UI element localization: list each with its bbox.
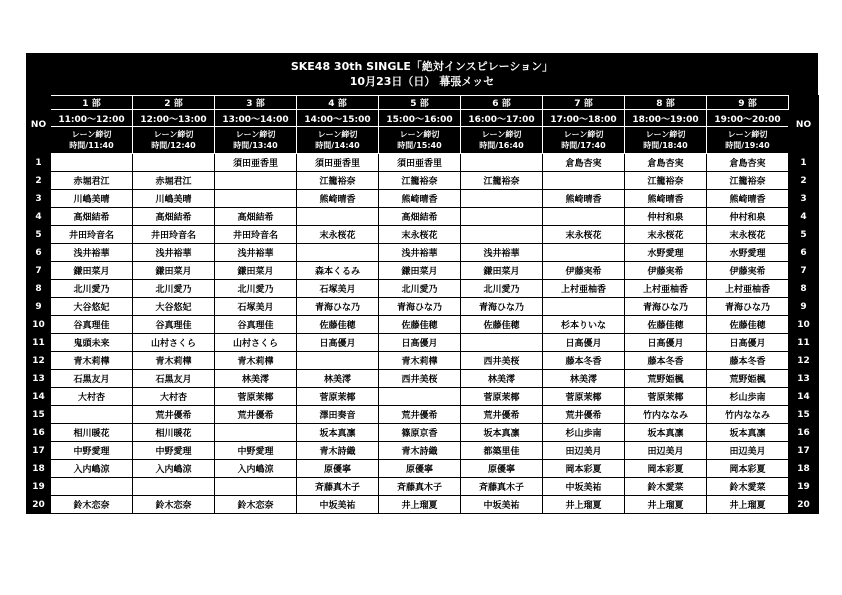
- row-number-left: 19: [27, 478, 51, 496]
- row-number-right: 10: [789, 316, 819, 334]
- member-cell: 浅井裕華: [461, 244, 543, 262]
- member-cell: 北川愛乃: [461, 280, 543, 298]
- member-cell: 佐藤佳穂: [461, 316, 543, 334]
- member-cell: 高畑結希: [379, 208, 461, 226]
- member-cell: 佐藤佳穂: [297, 316, 379, 334]
- schedule-sheet: [26, 53, 818, 514]
- member-cell: 鎌田菜月: [461, 262, 543, 280]
- member-cell: 荒井優希: [379, 406, 461, 424]
- no-header-right: NO: [789, 96, 819, 154]
- member-cell: 日高優月: [625, 334, 707, 352]
- member-cell: 江籠裕奈: [625, 172, 707, 190]
- table-row: [27, 424, 819, 442]
- member-cell: 末永桜花: [707, 226, 789, 244]
- row-number-right: 8: [789, 280, 819, 298]
- member-cell: 熊崎晴香: [297, 190, 379, 208]
- member-cell: 日高優月: [379, 334, 461, 352]
- table-row: [27, 406, 819, 424]
- member-cell: 岡本彩夏: [543, 460, 625, 478]
- row-number-right: 6: [789, 244, 819, 262]
- member-cell: 原優寧: [297, 460, 379, 478]
- part-header: 5 部: [379, 96, 461, 110]
- lane-close-cell: [297, 127, 379, 154]
- member-cell: 大谷悠妃: [133, 298, 215, 316]
- row-number-right: 11: [789, 334, 819, 352]
- member-cell: 入内嶋涼: [215, 460, 297, 478]
- row-number-right: 1: [789, 154, 819, 172]
- member-cell: 竹内ななみ: [707, 406, 789, 424]
- table-row: [27, 388, 819, 406]
- lane-close-time: 時間/14:40: [315, 141, 360, 150]
- row-number-right: 4: [789, 208, 819, 226]
- time-slot: 17:00～18:00: [543, 110, 625, 127]
- lane-close-time: 時間/15:40: [397, 141, 442, 150]
- member-cell: [461, 334, 543, 352]
- member-cell: 澤田奏音: [297, 406, 379, 424]
- row-number-left: 13: [27, 370, 51, 388]
- member-cell: 相川暖花: [51, 424, 133, 442]
- member-cell: 斉藤真木子: [297, 478, 379, 496]
- member-cell: 川嶋美晴: [133, 190, 215, 208]
- member-cell: 須田亜香里: [297, 154, 379, 172]
- row-number-right: 14: [789, 388, 819, 406]
- member-cell: 菅原茉椰: [625, 388, 707, 406]
- member-cell: 青木莉樺: [133, 352, 215, 370]
- member-cell: 荒野姫楓: [707, 370, 789, 388]
- member-cell: [133, 154, 215, 172]
- member-cell: [543, 298, 625, 316]
- row-number-left: 6: [27, 244, 51, 262]
- row-number-left: 3: [27, 190, 51, 208]
- member-cell: 浅井裕華: [215, 244, 297, 262]
- member-cell: [51, 154, 133, 172]
- row-number-left: 7: [27, 262, 51, 280]
- member-cell: 藤本冬香: [707, 352, 789, 370]
- member-cell: 谷真理佳: [215, 316, 297, 334]
- member-cell: 北川愛乃: [133, 280, 215, 298]
- member-cell: 北川愛乃: [379, 280, 461, 298]
- table-row: [27, 208, 819, 226]
- lane-close-time: 時間/16:40: [479, 141, 524, 150]
- member-cell: [461, 190, 543, 208]
- lane-close-cell: [51, 127, 133, 154]
- member-cell: 鈴木愛菜: [625, 478, 707, 496]
- member-cell: 荒井優希: [543, 406, 625, 424]
- lane-close-cell: [215, 127, 297, 154]
- member-cell: 熊崎晴香: [707, 190, 789, 208]
- member-cell: 坂本真凛: [707, 424, 789, 442]
- lane-close-label: レーン締切: [235, 130, 276, 139]
- row-number-right: 20: [789, 496, 819, 514]
- table-row: [27, 478, 819, 496]
- lane-close-label: レーン締切: [645, 130, 686, 139]
- member-cell: 中坂美祐: [297, 496, 379, 514]
- member-cell: [379, 388, 461, 406]
- member-cell: 原優寧: [461, 460, 543, 478]
- lane-close-time: 時間/18:40: [643, 141, 688, 150]
- table-row: [27, 172, 819, 190]
- member-cell: 青海ひな乃: [297, 298, 379, 316]
- member-cell: [461, 154, 543, 172]
- part-header-row: [27, 96, 819, 110]
- title-block: [26, 53, 818, 95]
- member-cell: 熊崎晴香: [379, 190, 461, 208]
- row-number-right: 13: [789, 370, 819, 388]
- table-row: [27, 316, 819, 334]
- member-cell: 入内嶋涼: [51, 460, 133, 478]
- member-cell: 岡本彩夏: [625, 460, 707, 478]
- member-cell: 石黒友月: [51, 370, 133, 388]
- row-number-right: 2: [789, 172, 819, 190]
- member-cell: 中野愛理: [51, 442, 133, 460]
- member-cell: 浅井裕華: [379, 244, 461, 262]
- member-cell: 佐藤佳穂: [707, 316, 789, 334]
- member-cell: 荒井優希: [461, 406, 543, 424]
- time-slot: 14:00～15:00: [297, 110, 379, 127]
- table-row: [27, 244, 819, 262]
- member-cell: 菅原茉椰: [543, 388, 625, 406]
- row-number-left: 4: [27, 208, 51, 226]
- row-number-left: 8: [27, 280, 51, 298]
- member-cell: 鈴木恋奈: [133, 496, 215, 514]
- member-cell: 青木莉樺: [215, 352, 297, 370]
- time-slot: 11:00～12:00: [51, 110, 133, 127]
- member-cell: 日高優月: [297, 334, 379, 352]
- part-header: 3 部: [215, 96, 297, 110]
- title-line-1: SKE48 30th SINGLE「絶対インスピレーション」: [290, 60, 554, 73]
- member-cell: 谷真理佳: [133, 316, 215, 334]
- member-cell: 石塚美月: [215, 298, 297, 316]
- member-cell: 日高優月: [707, 334, 789, 352]
- member-cell: 鈴木恋奈: [51, 496, 133, 514]
- row-number-left: 15: [27, 406, 51, 424]
- row-number-right: 7: [789, 262, 819, 280]
- row-number-right: 5: [789, 226, 819, 244]
- member-cell: 高畑結希: [133, 208, 215, 226]
- member-cell: 杉本りいな: [543, 316, 625, 334]
- member-cell: 岡本彩夏: [707, 460, 789, 478]
- member-cell: 青海ひな乃: [379, 298, 461, 316]
- part-header: 6 部: [461, 96, 543, 110]
- member-cell: 林美澪: [543, 370, 625, 388]
- part-header: 2 部: [133, 96, 215, 110]
- time-slot: 15:00～16:00: [379, 110, 461, 127]
- member-cell: [297, 208, 379, 226]
- member-cell: 石塚美月: [297, 280, 379, 298]
- member-cell: 杉山歩南: [543, 424, 625, 442]
- member-cell: 伊藤実希: [543, 262, 625, 280]
- member-cell: [215, 478, 297, 496]
- member-cell: 田辺美月: [543, 442, 625, 460]
- member-cell: 上村亜柚香: [543, 280, 625, 298]
- member-cell: 原優寧: [379, 460, 461, 478]
- member-cell: 井田玲音名: [215, 226, 297, 244]
- member-cell: 西井美桜: [461, 352, 543, 370]
- lane-close-label: レーン締切: [727, 130, 768, 139]
- lane-close-label: レーン締切: [153, 130, 194, 139]
- member-cell: 青海ひな乃: [707, 298, 789, 316]
- lane-close-label: レーン締切: [563, 130, 604, 139]
- row-number-left: 20: [27, 496, 51, 514]
- member-cell: 日高優月: [543, 334, 625, 352]
- table-row: [27, 370, 819, 388]
- member-cell: 中坂美祐: [543, 478, 625, 496]
- table-row: [27, 460, 819, 478]
- row-number-left: 18: [27, 460, 51, 478]
- part-header: 4 部: [297, 96, 379, 110]
- part-header: 8 部: [625, 96, 707, 110]
- member-cell: 仲村和泉: [707, 208, 789, 226]
- member-cell: 江籠裕奈: [707, 172, 789, 190]
- member-cell: 相川暖花: [133, 424, 215, 442]
- row-number-left: 17: [27, 442, 51, 460]
- lane-close-time: 時間/12:40: [151, 141, 196, 150]
- member-cell: [297, 244, 379, 262]
- row-number-left: 9: [27, 298, 51, 316]
- row-number-left: 12: [27, 352, 51, 370]
- table-row: [27, 262, 819, 280]
- member-cell: 石黒友月: [133, 370, 215, 388]
- member-cell: [461, 226, 543, 244]
- table-row: [27, 352, 819, 370]
- member-cell: 伊藤実希: [625, 262, 707, 280]
- row-number-left: 16: [27, 424, 51, 442]
- table-row: [27, 442, 819, 460]
- member-cell: [543, 208, 625, 226]
- member-cell: 坂本真凛: [297, 424, 379, 442]
- member-cell: 中坂美祐: [461, 496, 543, 514]
- member-cell: [543, 172, 625, 190]
- member-cell: 井田玲音名: [51, 226, 133, 244]
- time-slot: 16:00～17:00: [461, 110, 543, 127]
- lane-close-cell: [625, 127, 707, 154]
- member-cell: 荒井優希: [215, 406, 297, 424]
- member-cell: 鈴木愛菜: [707, 478, 789, 496]
- member-cell: 菅原茉椰: [215, 388, 297, 406]
- member-cell: 中野愛理: [215, 442, 297, 460]
- lane-close-row: [27, 127, 819, 154]
- member-cell: [133, 478, 215, 496]
- member-cell: 鎌田菜月: [51, 262, 133, 280]
- row-number-right: 12: [789, 352, 819, 370]
- member-cell: 佐藤佳穂: [625, 316, 707, 334]
- table-row: [27, 280, 819, 298]
- member-cell: 入内嶋涼: [133, 460, 215, 478]
- row-number-right: 19: [789, 478, 819, 496]
- member-cell: [215, 172, 297, 190]
- member-cell: 井上瑠夏: [379, 496, 461, 514]
- member-cell: 山村さくら: [133, 334, 215, 352]
- member-cell: 大谷悠妃: [51, 298, 133, 316]
- member-cell: 江籠裕奈: [379, 172, 461, 190]
- member-cell: 鎌田菜月: [379, 262, 461, 280]
- row-number-left: 1: [27, 154, 51, 172]
- member-cell: 青海ひな乃: [461, 298, 543, 316]
- member-cell: 井上瑠夏: [543, 496, 625, 514]
- member-cell: 倉島杏実: [625, 154, 707, 172]
- member-cell: 坂本真凛: [461, 424, 543, 442]
- member-cell: 森本くるみ: [297, 262, 379, 280]
- row-number-left: 10: [27, 316, 51, 334]
- member-cell: 鬼頭未来: [51, 334, 133, 352]
- member-cell: 谷真理佳: [51, 316, 133, 334]
- member-cell: [215, 190, 297, 208]
- member-cell: 荒井優希: [133, 406, 215, 424]
- member-cell: 山村さくら: [215, 334, 297, 352]
- member-cell: 林美澪: [215, 370, 297, 388]
- table-row: [27, 190, 819, 208]
- member-cell: [215, 424, 297, 442]
- table-row: [27, 298, 819, 316]
- member-cell: 井上瑠夏: [625, 496, 707, 514]
- member-cell: 青木莉樺: [51, 352, 133, 370]
- member-cell: 林美澪: [461, 370, 543, 388]
- lane-close-cell: [543, 127, 625, 154]
- member-cell: 青木詩織: [297, 442, 379, 460]
- member-cell: 斉藤真木子: [379, 478, 461, 496]
- member-cell: 末永桜花: [297, 226, 379, 244]
- member-cell: 倉島杏実: [707, 154, 789, 172]
- member-cell: 鎌田菜月: [133, 262, 215, 280]
- row-number-left: 11: [27, 334, 51, 352]
- member-cell: 伊藤実希: [707, 262, 789, 280]
- member-cell: 江籠裕奈: [461, 172, 543, 190]
- member-cell: [461, 208, 543, 226]
- member-cell: 浅井裕華: [51, 244, 133, 262]
- member-cell: 赤堀君江: [133, 172, 215, 190]
- member-cell: 熊崎晴香: [543, 190, 625, 208]
- member-cell: 荒野姫楓: [625, 370, 707, 388]
- member-cell: 北川愛乃: [51, 280, 133, 298]
- member-cell: 青木詩織: [379, 442, 461, 460]
- row-number-right: 18: [789, 460, 819, 478]
- member-cell: 篠原京香: [379, 424, 461, 442]
- schedule-table: [26, 95, 819, 514]
- table-row: [27, 334, 819, 352]
- no-header-left: NO: [27, 96, 51, 154]
- member-cell: 鎌田菜月: [215, 262, 297, 280]
- member-cell: 鈴木恋奈: [215, 496, 297, 514]
- member-cell: 斉藤真木子: [461, 478, 543, 496]
- member-cell: 西井美桜: [379, 370, 461, 388]
- row-number-left: 14: [27, 388, 51, 406]
- lane-close-cell: [461, 127, 543, 154]
- lane-close-cell: [133, 127, 215, 154]
- member-cell: 上村亜柚香: [625, 280, 707, 298]
- row-number-right: 9: [789, 298, 819, 316]
- member-cell: 杉山歩南: [707, 388, 789, 406]
- member-cell: 熊崎晴香: [625, 190, 707, 208]
- member-cell: 林美澪: [297, 370, 379, 388]
- lane-close-time: 時間/19:40: [725, 141, 770, 150]
- member-cell: 高畑結希: [215, 208, 297, 226]
- member-cell: 江籠裕奈: [297, 172, 379, 190]
- member-cell: 須田亜香里: [215, 154, 297, 172]
- member-cell: [51, 478, 133, 496]
- row-number-left: 2: [27, 172, 51, 190]
- time-slot: 19:00～20:00: [707, 110, 789, 127]
- time-header-row: [27, 110, 819, 127]
- lane-close-cell: [707, 127, 789, 154]
- row-number-left: 5: [27, 226, 51, 244]
- lane-close-cell: [379, 127, 461, 154]
- member-cell: 末永桜花: [625, 226, 707, 244]
- member-cell: 井上瑠夏: [707, 496, 789, 514]
- time-slot: 13:00～14:00: [215, 110, 297, 127]
- member-cell: 井田玲音名: [133, 226, 215, 244]
- member-cell: 田辺美月: [625, 442, 707, 460]
- lane-close-label: レーン締切: [71, 130, 112, 139]
- member-cell: 青木莉樺: [379, 352, 461, 370]
- row-number-right: 17: [789, 442, 819, 460]
- member-cell: 竹内ななみ: [625, 406, 707, 424]
- member-cell: 水野愛理: [625, 244, 707, 262]
- member-cell: 仲村和泉: [625, 208, 707, 226]
- member-cell: 都築里佳: [461, 442, 543, 460]
- member-cell: 大村杏: [133, 388, 215, 406]
- member-cell: 大村杏: [51, 388, 133, 406]
- time-slot: 18:00～19:00: [625, 110, 707, 127]
- lane-close-time: 時間/13:40: [233, 141, 278, 150]
- member-cell: 倉島杏実: [543, 154, 625, 172]
- member-cell: 水野愛理: [707, 244, 789, 262]
- member-cell: 末永桜花: [543, 226, 625, 244]
- member-cell: 川嶋美晴: [51, 190, 133, 208]
- time-slot: 12:00～13:00: [133, 110, 215, 127]
- lane-close-time: 時間/17:40: [561, 141, 606, 150]
- member-cell: 須田亜香里: [379, 154, 461, 172]
- member-cell: 青海ひな乃: [625, 298, 707, 316]
- table-row: [27, 496, 819, 514]
- member-cell: 菅原茉椰: [297, 388, 379, 406]
- part-header: 9 部: [707, 96, 789, 110]
- row-number-right: 15: [789, 406, 819, 424]
- table-row: [27, 226, 819, 244]
- member-cell: 藤本冬香: [625, 352, 707, 370]
- row-number-right: 3: [789, 190, 819, 208]
- lane-close-label: レーン締切: [317, 130, 358, 139]
- member-cell: [297, 352, 379, 370]
- title-line-2: 10月23日（日） 幕張メッセ: [349, 75, 495, 88]
- member-cell: 田辺美月: [707, 442, 789, 460]
- member-cell: [543, 244, 625, 262]
- lane-close-label: レーン締切: [399, 130, 440, 139]
- member-cell: 浅井裕華: [133, 244, 215, 262]
- table-row: [27, 154, 819, 172]
- member-cell: 中野愛理: [133, 442, 215, 460]
- member-cell: 菅原茉椰: [461, 388, 543, 406]
- member-cell: 藤本冬香: [543, 352, 625, 370]
- part-header: 1 部: [51, 96, 133, 110]
- member-cell: 北川愛乃: [215, 280, 297, 298]
- member-cell: 末永桜花: [379, 226, 461, 244]
- member-cell: 高畑結希: [51, 208, 133, 226]
- member-cell: 上村亜柚香: [707, 280, 789, 298]
- lane-close-label: レーン締切: [481, 130, 522, 139]
- part-header: 7 部: [543, 96, 625, 110]
- member-cell: [51, 406, 133, 424]
- member-cell: 赤堀君江: [51, 172, 133, 190]
- member-cell: 佐藤佳穂: [379, 316, 461, 334]
- lane-close-time: 時間/11:40: [69, 141, 114, 150]
- member-cell: 坂本真凛: [625, 424, 707, 442]
- row-number-right: 16: [789, 424, 819, 442]
